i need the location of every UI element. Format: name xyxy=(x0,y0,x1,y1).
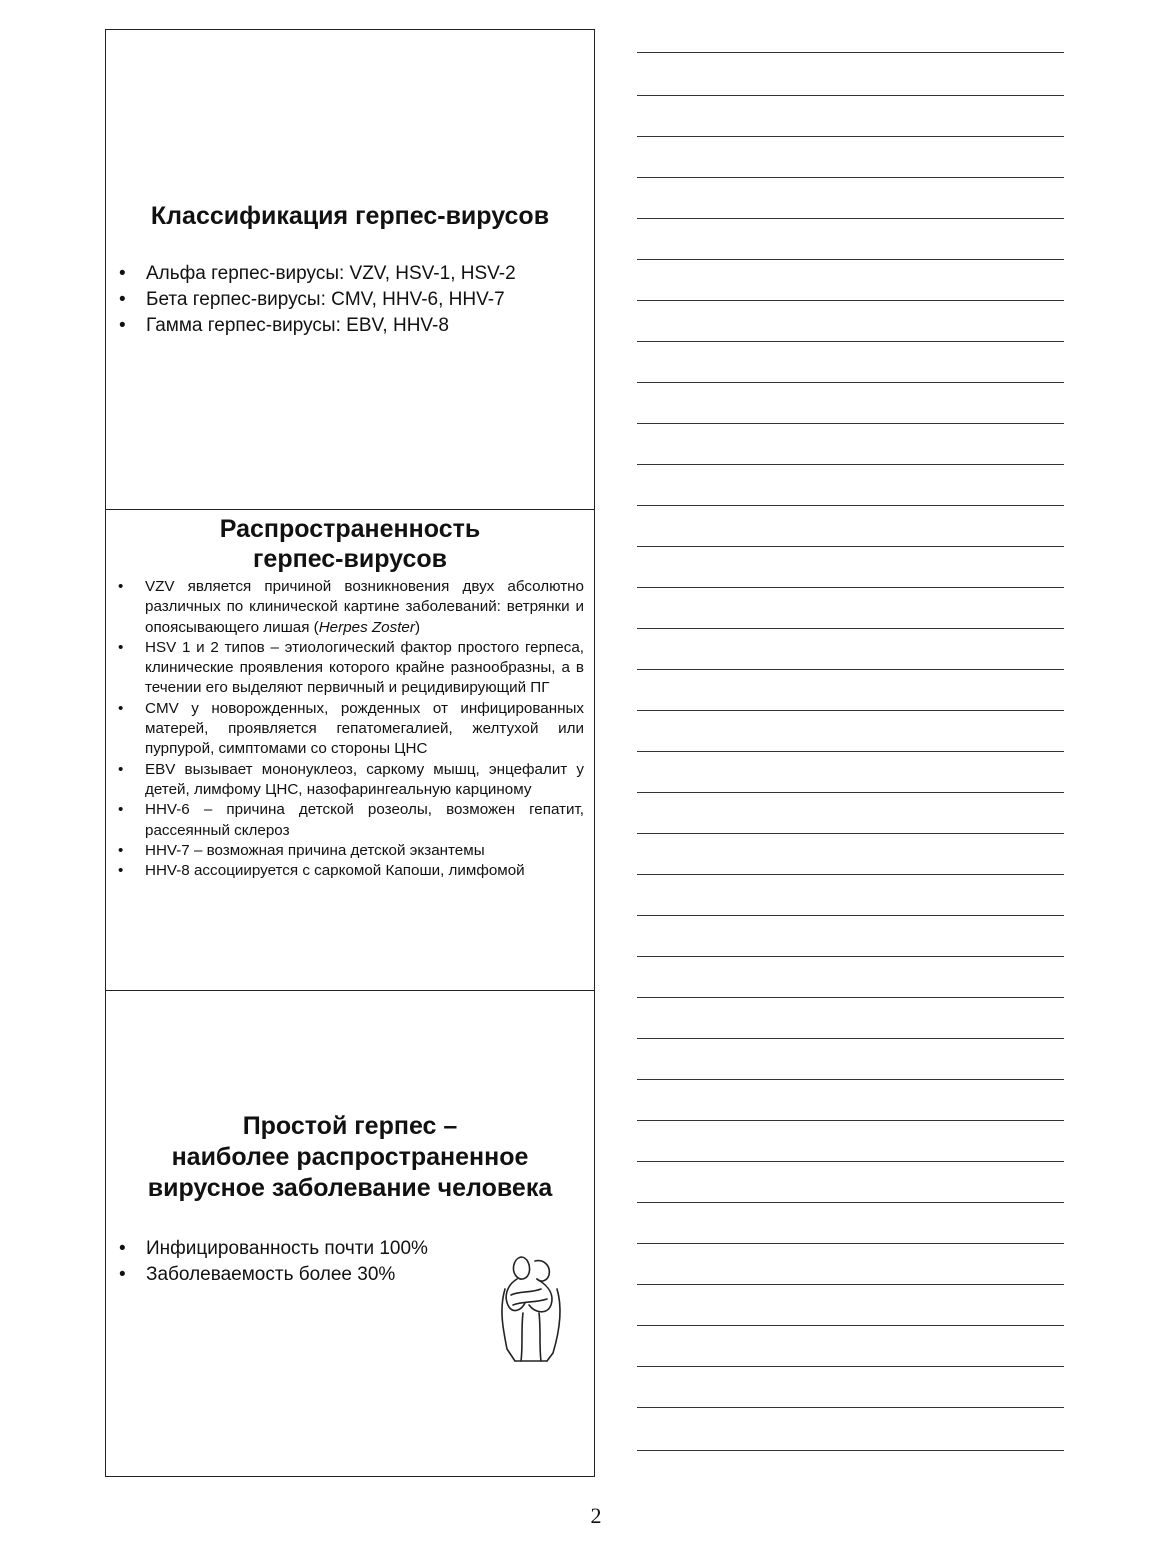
note-line xyxy=(637,423,1064,424)
note-line xyxy=(637,177,1064,178)
note-line xyxy=(637,464,1064,465)
note-line xyxy=(637,792,1064,793)
note-line xyxy=(637,915,1064,916)
note-line xyxy=(637,1284,1064,1285)
note-line xyxy=(637,1407,1064,1408)
list-item: • HHV-6 – причина детской розеолы, возможен гепатит, рассеянный склероз xyxy=(110,800,584,841)
note-line xyxy=(637,833,1064,834)
note-line xyxy=(637,997,1064,998)
note-line xyxy=(637,300,1064,301)
list-item: • CMV у новорожденных, рожденных от инфицированных матерей, проявляется гепатомегалией, желтухой или пурпурой, симптомами со стороны ЦНС xyxy=(110,699,584,760)
note-line xyxy=(637,505,1064,506)
note-line xyxy=(637,341,1064,342)
note-line xyxy=(637,259,1064,260)
list-item: • Гамма герпес-вирусы: EBV, HHV-8 xyxy=(111,313,584,339)
embracing-couple-icon xyxy=(491,1249,571,1364)
list-item: • VZV является причиной возникновения двух абсолютно различных по клинической картине заболеваний: ветрянки и опоясывающего лишая (Herpes Zoster) xyxy=(110,577,584,638)
note-line xyxy=(637,136,1064,137)
note-line xyxy=(637,1161,1064,1162)
note-line xyxy=(637,1120,1064,1121)
list-item: • Заболеваемость более 30% xyxy=(111,1262,584,1288)
note-line xyxy=(637,95,1064,96)
note-line xyxy=(637,874,1064,875)
list-item: • HHV-7 – возможная причина детской экзантемы xyxy=(110,841,584,861)
bullet-list xyxy=(111,261,584,339)
list-item: • Альфа герпес-вирусы: VZV, HSV-1, HSV-2 xyxy=(111,261,584,287)
note-line xyxy=(637,1202,1064,1203)
slide-prevalence xyxy=(106,509,594,990)
note-line xyxy=(637,669,1064,670)
slide-title: Простой герпес – наиболее распространенное вирусное заболевание человека xyxy=(147,1112,553,1202)
slide-title: Классификация герпес-вирусов xyxy=(150,202,550,230)
note-line xyxy=(637,751,1064,752)
slide-column xyxy=(105,29,595,1477)
note-line xyxy=(637,1243,1064,1244)
list-item: • HHV-8 ассоциируется с саркомой Капоши, лимфомой xyxy=(110,861,584,881)
note-line xyxy=(637,1079,1064,1080)
list-item: • Бета герпес-вирусы: CMV, HHV-6, HHV-7 xyxy=(111,287,584,313)
slide-title: Распространенность герпес-вирусов xyxy=(219,515,481,573)
note-line xyxy=(637,1038,1064,1039)
slide-simple-herpes xyxy=(106,990,594,1476)
note-lines xyxy=(637,0,1064,1567)
page-number: 2 xyxy=(590,1503,602,1528)
note-line xyxy=(637,218,1064,219)
note-line xyxy=(637,710,1064,711)
note-line xyxy=(637,1366,1064,1367)
note-line xyxy=(637,546,1064,547)
note-line xyxy=(637,52,1064,53)
note-line xyxy=(637,628,1064,629)
note-line xyxy=(637,587,1064,588)
note-line xyxy=(637,956,1064,957)
note-line xyxy=(637,1450,1064,1451)
list-item: • EBV вызывает мононуклеоз, саркому мышц, энцефалит у детей, лимфому ЦНС, назофарингеальную карциному xyxy=(110,760,584,801)
bullet-list xyxy=(110,577,584,881)
list-item: • Инфицированность почти 100% xyxy=(111,1236,584,1262)
note-line xyxy=(637,1325,1064,1326)
slide-classification xyxy=(106,30,594,509)
list-item: • HSV 1 и 2 типов – этиологический фактор простого герпеса, клинические проявления которого крайне разнообразны, а в течении его выделяют первичный и рецидивирующий ПГ xyxy=(110,638,584,699)
note-line xyxy=(637,382,1064,383)
